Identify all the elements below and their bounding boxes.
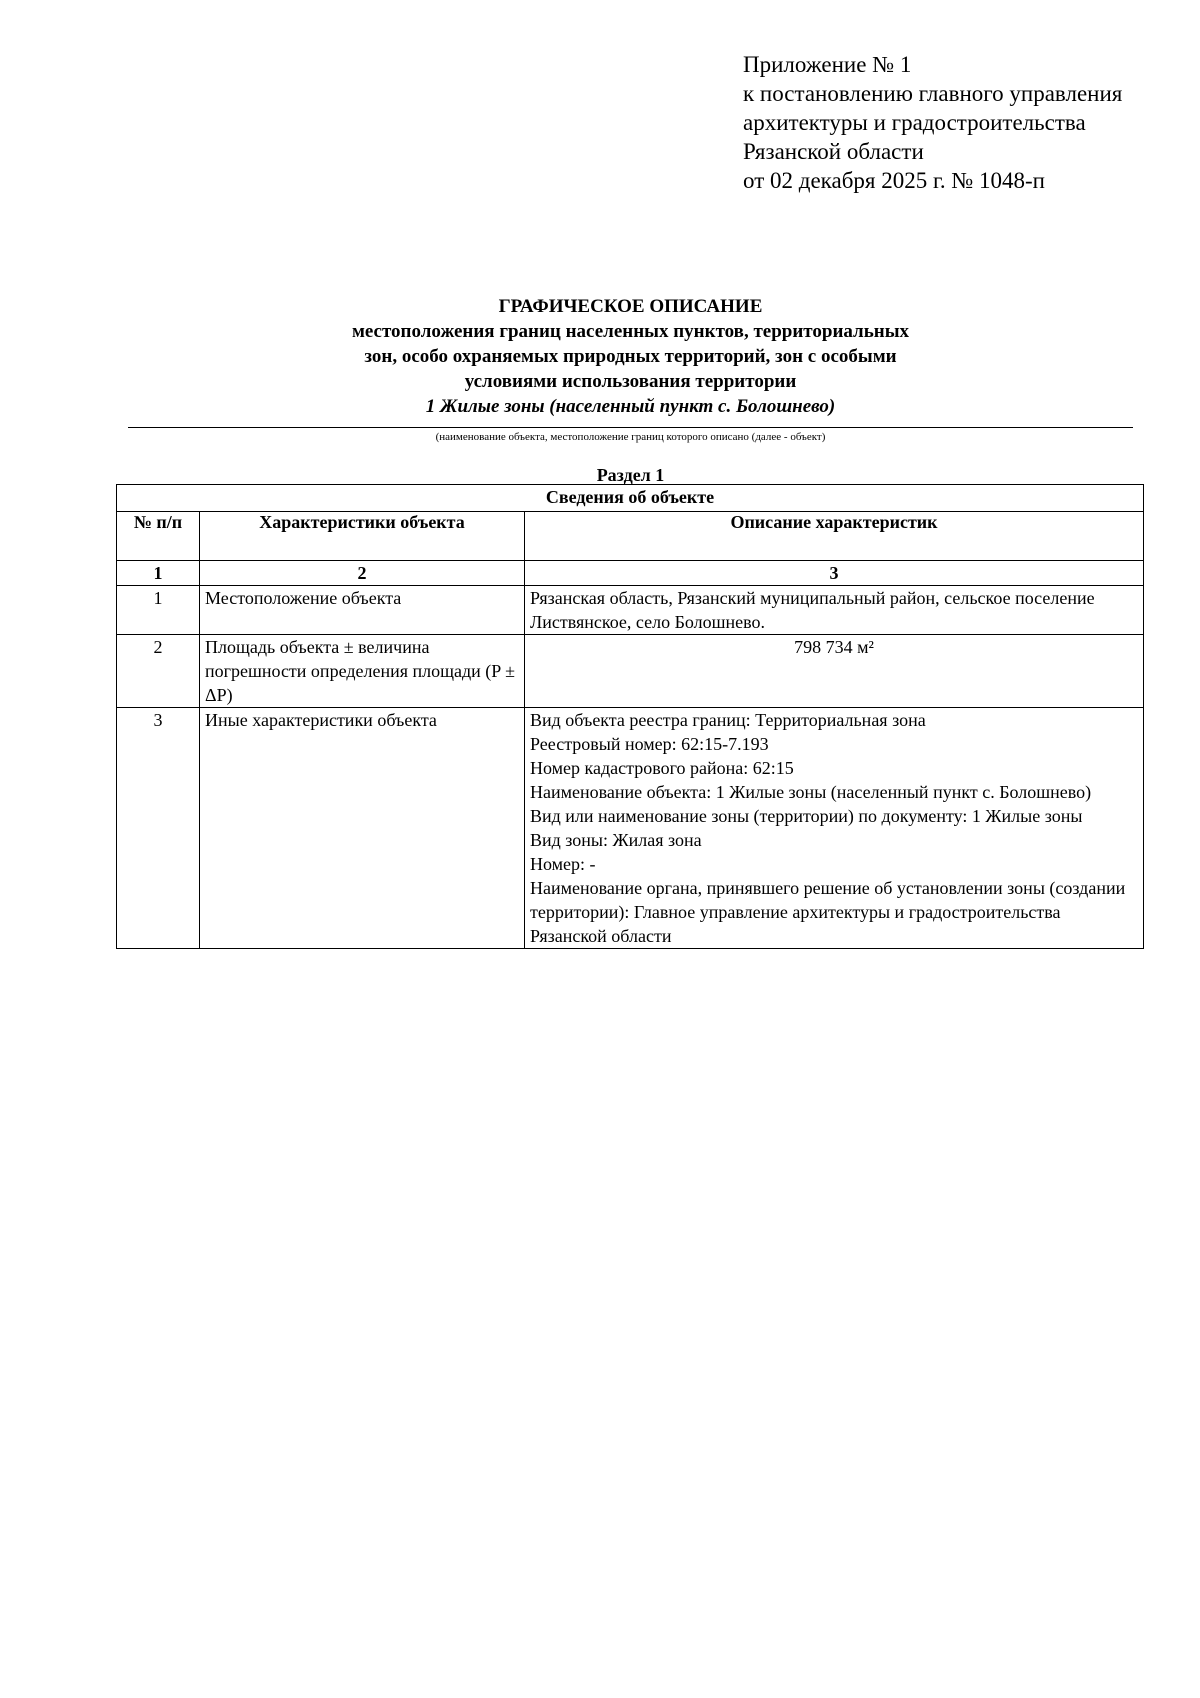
description-line: Наименование объекта: 1 Жилые зоны (населенный пункт с. Болошнево) [530,782,1092,802]
appendix-line: к постановлению главного управления [743,81,1123,106]
description-line: Номер кадастрового района: 62:15 [530,758,794,778]
table-row [117,708,1144,949]
row-characteristic: Иные характеристики объекта [200,708,525,949]
object-info-table [116,484,1144,949]
description-line: Вид объекта реестра границ: Территориальная зона [530,710,926,730]
appendix-line: архитектуры и градостроительства [743,110,1086,135]
description-line: Вид или наименование зоны (территории) по документу: 1 Жилые зоны [530,806,1083,826]
document-subtitle-line: зон, особо охраняемых природных территорий, зон с особыми [364,346,897,367]
document-subtitle-line: местоположения границ населенных пунктов, территориальных [351,321,910,342]
section-title: Раздел 1 [596,465,665,485]
row-number: 2 [117,635,200,708]
row-characteristic: Местоположение объекта [200,586,525,635]
description-line: Наименование органа, принявшего решение об установлении зоны (создании территории): Главное управление архитектуры и градостроительства Рязанской области [530,878,1126,946]
description-line: Реестровый номер: 62:15-7.193 [530,734,769,754]
column-number: 1 [117,561,200,586]
document-title: ГРАФИЧЕСКОЕ ОПИСАНИЕ [498,296,763,317]
document-heading [128,294,1133,419]
column-header-characteristic: Характеристики объекта [200,512,525,561]
table-row [117,635,1144,708]
row-characteristic: Площадь объекта ± величина погрешности определения площади (P ± ΔP) [200,635,525,708]
column-number: 3 [525,561,1144,586]
document-subtitle-line: условиями использования территории [464,371,797,392]
table-row [117,586,1144,635]
column-number: 2 [200,561,525,586]
appendix-line: Рязанской области [743,139,924,164]
description-line: 798 734 м² [794,637,874,657]
row-number: 1 [117,586,200,635]
appendix-line: от 02 декабря 2025 г. № 1048-п [743,168,1045,193]
column-header-number: № п/п [117,512,200,561]
row-description [525,635,1144,708]
object-name: 1 Жилые зоны (населенный пункт с. Болошнево) [425,396,836,417]
row-description [525,708,1144,949]
table-caption: Сведения об объекте [117,485,1144,512]
object-caption: (наименование объекта, местоположение границ которого описано (далее - объект) [435,431,826,443]
appendix-line: Приложение № 1 [743,52,912,77]
appendix-block [743,50,1122,195]
description-line: Вид зоны: Жилая зона [530,830,702,850]
description-line: Рязанская область, Рязанский муниципальный район, сельское поселение Листвянское, село Болошнево. [530,588,1095,632]
column-header-description: Описание характеристик [525,512,1144,561]
row-number: 3 [117,708,200,949]
object-underline [128,427,1133,428]
row-description [525,586,1144,635]
description-line: Номер: - [530,854,596,874]
